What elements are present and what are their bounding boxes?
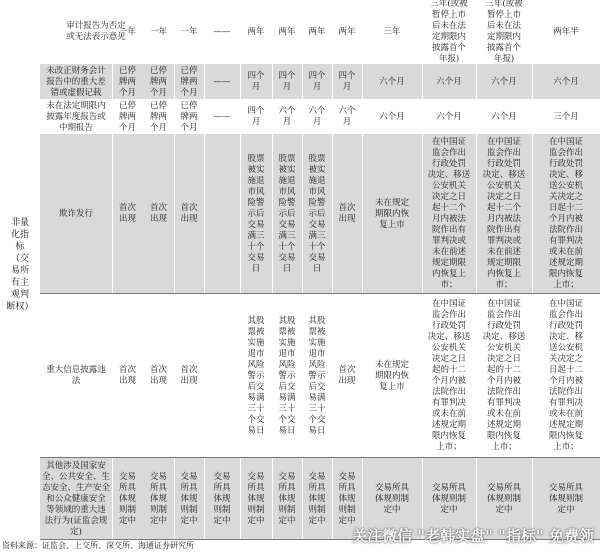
- table-cell: 未在规定 期限内恢 复上市: [374, 359, 409, 392]
- table-cell: 一年: [180, 26, 198, 37]
- table-cell: 四个 月: [247, 71, 265, 92]
- table-cell: 六个 月: [338, 106, 356, 127]
- table-cell: 一年: [118, 26, 136, 37]
- category-label: 非量 化指 标 （交 易所 有主 观判 断权）: [6, 218, 34, 312]
- table-cell: 交易 所具 体规 则制 定中: [338, 471, 356, 526]
- table-cell: 两年: [308, 26, 326, 37]
- table-cell: 交易 所具 体规 则制 定中: [118, 471, 136, 526]
- watermark: 关注微信 "老韩实盘" "指标" 免费领: [352, 527, 594, 545]
- table-cell: 两年: [338, 26, 356, 37]
- row-label: 未改正财务会计 报告中的重大差 错或虚假记载: [46, 65, 106, 98]
- table-cell: 交易 所具 体规 则制 定中: [180, 471, 198, 526]
- row-label: 欺诈发行: [58, 208, 93, 219]
- table-cell: 已停 牌两 个月: [149, 65, 167, 98]
- table-cell: 首次 出现: [149, 365, 167, 386]
- table-cell: 首次 出现: [118, 365, 136, 386]
- table-cell: 三年(或被 暂停上市 后未在法 定期限内 披露首个 年报): [485, 0, 523, 64]
- table-cell: 六个月: [491, 111, 517, 122]
- table-cell: 交易 所具 体规 则制 定中: [213, 471, 231, 526]
- table-cell: ——: [213, 76, 231, 87]
- table-cell: 交易所具 体规则制 定中: [374, 482, 409, 515]
- table-cell: 已停 牌两 个月: [180, 100, 198, 133]
- table-cell: ——: [213, 26, 231, 37]
- table-cell: 已停 牌两 个月: [118, 100, 136, 133]
- table-cell: 在中国证 监会作出 行政处罚 决定、移送 公安机关 决定之日 起的十二 个月内被 法院作出 有罪判决 或未在前 述规定期 限内恢复 上市；: [427, 299, 471, 452]
- table-cell: 未在规定 期限内恢 复上市: [374, 197, 409, 230]
- table-cell: ——: [213, 111, 231, 122]
- source-note: 资料来源：证监会、上交所、深交所、海通证券研究所: [2, 541, 194, 550]
- table-cell: 在中国证 监会作出 行政处罚 决定、移 送公安机 关决定之 日起十二 个月内被 法院作出 有罪判决 或未在前 述规定期 限内恢复 上市；: [548, 299, 583, 452]
- table-cell: 交易 所具 体规 则制 定中: [278, 471, 296, 526]
- table-cell: 其股 票被 实施 退市 风险 警示 后交 易满 三十 个交 易日: [308, 315, 326, 436]
- table-cell: 其股 票被 实施 退市 风险 警示 后交 易满 三十 个交 易日: [247, 315, 265, 436]
- table-cell: 交易所具 体规则制 定中: [486, 482, 521, 515]
- table-cell: 在中国证 监会作出 行政处罚 决定、移送 公安机关 决定之日 起十二个 月内被法 院作出有 罪判决或 未在前述 规定期限 内恢复上 市；: [482, 137, 526, 290]
- table-cell: 三年: [383, 26, 401, 37]
- table-cell: 两年: [247, 26, 265, 37]
- row-label: 重大信息披露违 法: [46, 365, 106, 386]
- table-cell: 六个月: [379, 111, 405, 122]
- table-cell: 首次 出现: [180, 203, 198, 224]
- table-cell: 在中国证 监会作出 行政处罚 决定、移 送公安机 关决定之 日起十二 个月内被 法院作出 有罪判决 或未在前 述规定期 限内恢复 上市；: [548, 137, 583, 290]
- table-cell: 已停 牌两 个月: [180, 65, 198, 98]
- table-cell: 六个月: [491, 76, 517, 87]
- table-cell: 股票 被实 施退 市风 险警 示后 交易 满三 十个 交易 日: [308, 153, 326, 274]
- table-cell: 首次 出现: [118, 203, 136, 224]
- row-label: 审计报告为否定 或无法表示意见: [66, 21, 126, 42]
- table-cell: 四个 月: [278, 71, 296, 92]
- table-cell: 股票 被实 施退 市风 险警 示后 交易 满三 十个 交易 日: [278, 153, 296, 274]
- table-cell: 在中国证 监会作出 行政处罚 决定、移送 公安机关 决定之日 起十二个 月内被法 院作出有 罪判决或 未在前述 规定期限 内恢复上 市；: [427, 137, 471, 290]
- table-cell: 六个月: [379, 76, 405, 87]
- table-cell: 四个 月: [247, 106, 265, 127]
- table-cell: 交易 所具 体规 则制 定中: [247, 471, 265, 526]
- table-cell: 在中国证 监会作出 行政处罚 决定、移送 公安机关 决定之日 起的十二 个月内被 法院作出 有罪判决 或未在前 述规定期 限内恢复 上市；: [482, 299, 526, 452]
- table-cell: 其股 票被 实施 退市 风险 警示 后交 易满 三十 个交 易日: [278, 315, 296, 436]
- table-cell: 交易 所具 体规 则制 定中: [149, 471, 167, 526]
- table-cell: 首次 出现: [338, 365, 356, 386]
- table-cell: 首次 出现: [149, 203, 167, 224]
- table-cell: 两年: [278, 26, 296, 37]
- table-cell: 股票 被实 施退 市风 险警 示后 交易 满三 十个 交易 日: [247, 153, 265, 274]
- table-cell: 六个 月: [308, 106, 326, 127]
- table-cell: 一年: [149, 26, 167, 37]
- table-cell: 首次 出现: [180, 365, 198, 386]
- table-cell: 六个月: [553, 76, 579, 87]
- table-cell: 首次 出现: [338, 203, 356, 224]
- table-cell: 三年(或被 暂停上市 后未在法 定期限内 披露首个 年报): [430, 0, 468, 64]
- table-cell: 交易所具 体规则制 定中: [548, 482, 583, 515]
- table-cell: 已停 牌两 个月: [149, 100, 167, 133]
- table-cell: 六个月: [436, 111, 462, 122]
- row-label: 其他涉及国家安 全、公共安全、生 态安全、生产安全 和公众健康安全 等领域的重大违 法行为(证监会规 定): [41, 460, 110, 537]
- table-cell: 交易所具 体规则制 定中: [431, 482, 466, 515]
- table-cell: 六个 月: [278, 106, 296, 127]
- table-cell: 四个 月: [338, 71, 356, 92]
- table-cell: 已停 牌两 个月: [118, 65, 136, 98]
- table-cell: 六个月: [436, 76, 462, 87]
- table-cell: 两年半: [553, 26, 579, 37]
- row-label: 未在法定期限内 披露年度报告或 中期报告: [46, 100, 106, 133]
- table-cell: 三个月: [553, 111, 579, 122]
- table-cell: 交易 所具 体规 则制 定中: [308, 471, 326, 526]
- table-cell: 四个 月: [308, 71, 326, 92]
